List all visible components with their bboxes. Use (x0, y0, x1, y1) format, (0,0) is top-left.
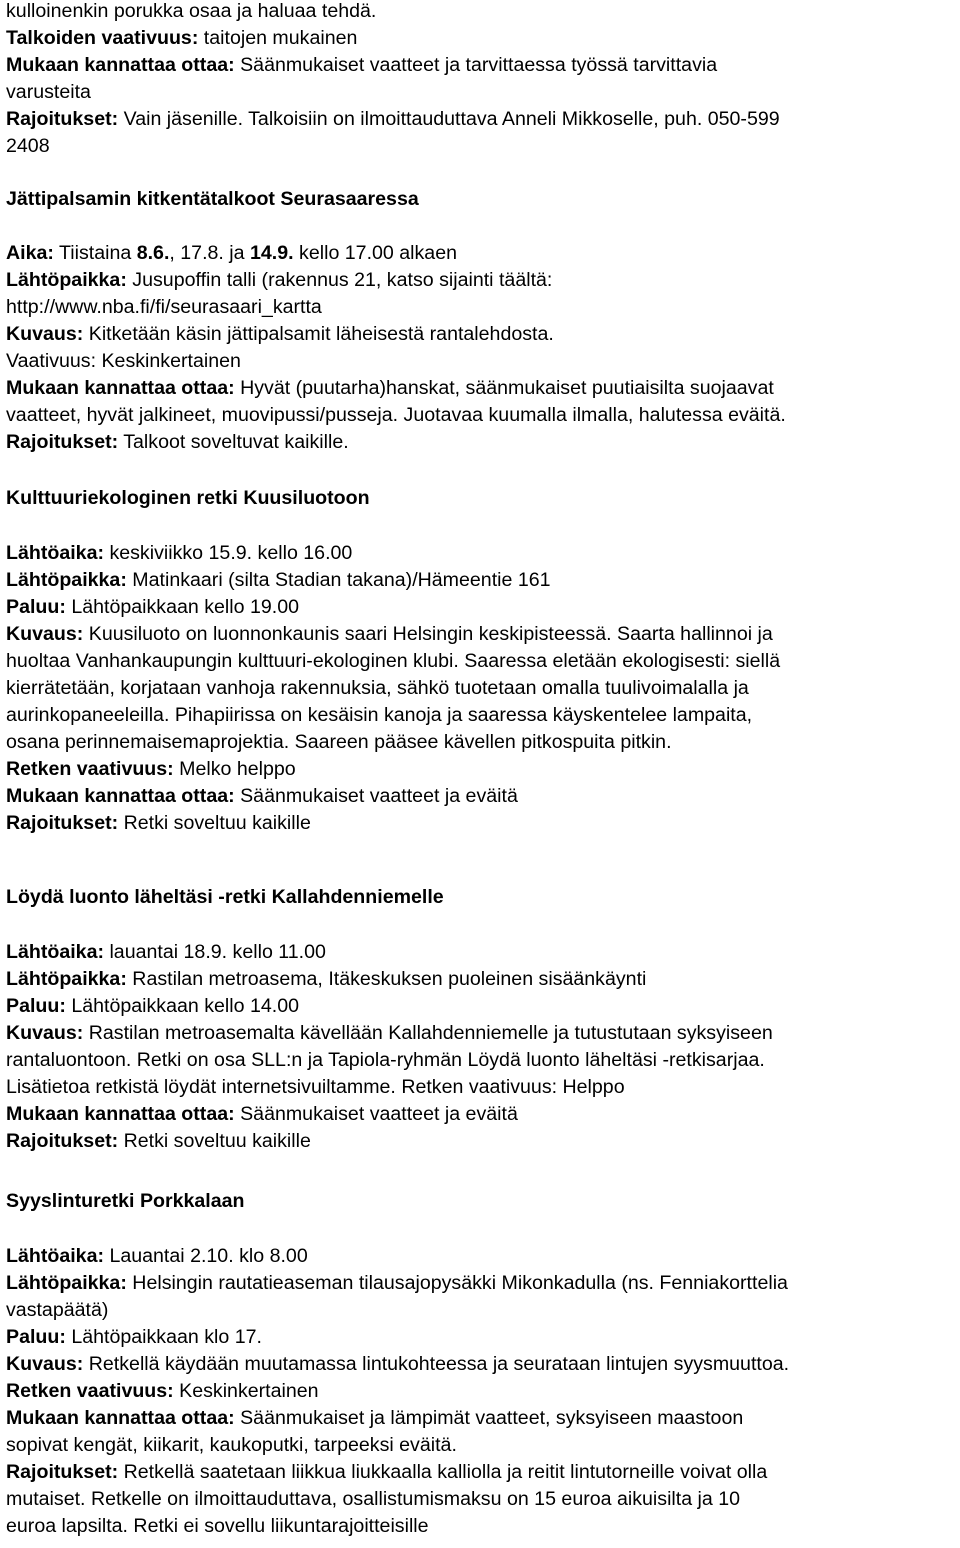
field-label: Paluu: (6, 596, 66, 618)
event-kuvaus-cont: rantaluontoon. Retki on osa SLL:n ja Tapiola-ryhmän Löydä luonto läheltäsi -retkisarjaa. (6, 1049, 765, 1071)
event-rajoitukset-cont: euroa lapsilta. Retki ei sovellu liikuntarajoitteisille (6, 1515, 429, 1537)
event-kuvaus-cont: osana perinnemaisemaprojektia. Saareen pääsee kävellen pitkospuita pitkin. (6, 731, 672, 753)
event-paluu: Paluu: Lähtöpaikkaan klo 17. (6, 1326, 262, 1348)
field-label: Rajoitukset: (6, 431, 119, 453)
field-label: Lähtöaika: (6, 941, 104, 963)
event-kuvaus-cont: aurinkopaneeleilla. Pihapiirissa on kesäisin kanoja ja saaressa käyskentelee lampaita, (6, 704, 753, 726)
event-kuvaus-cont: huoltaa Vanhankaupungin kulttuuri-ekologinen klubi. Saaressa eletään ekologisesti: siellä (6, 650, 781, 672)
field-label: Lähtöaika: (6, 1245, 104, 1267)
intro-rajoitukset-cont: 2408 (6, 135, 50, 157)
event-lahtoaika: Lähtöaika: Lauantai 2.10. klo 8.00 (6, 1245, 308, 1267)
event-rajoitukset: Rajoitukset: Retki soveltuu kaikille (6, 1130, 311, 1152)
event-kuvaus-cont: Lisätietoa retkistä löydät internetsivuiltamme. Retken vaativuus: Helppo (6, 1076, 625, 1098)
event-paluu: Paluu: Lähtöpaikkaan kello 19.00 (6, 596, 300, 618)
event-kuvaus: Kuvaus: Kuusiluoto on luonnonkaunis saari Helsingin keskipisteessä. Saarta hallinnoi ja (6, 623, 773, 645)
field-label: Mukaan kannattaa ottaa: (6, 377, 235, 399)
event-lahtoaika: Lähtöaika: lauantai 18.9. kello 11.00 (6, 941, 326, 963)
event-rajoitukset: Rajoitukset: Talkoot soveltuvat kaikille. (6, 431, 349, 453)
event-mukaan: Mukaan kannattaa ottaa: Säänmukaiset ja lämpimät vaatteet, syksyiseen maastoon (6, 1407, 744, 1429)
event-title: Syyslinturetki Porkkalaan (6, 1190, 245, 1212)
event-lahtoaika: Lähtöaika: keskiviikko 15.9. kello 16.00 (6, 542, 353, 564)
event-lahtopaikka-cont: vastapäätä) (6, 1299, 109, 1321)
event-mukaan: Mukaan kannattaa ottaa: Hyvät (puutarha)hanskat, säänmukaiset puutiaisilta suojaavat (6, 377, 774, 399)
event-kuvaus: Kuvaus: Retkellä käydään muutamassa lintukohteessa ja seurataan lintujen syysmuuttoa. (6, 1353, 790, 1375)
field-label: Retken vaativuus: (6, 758, 174, 780)
event-title: Kulttuuriekologinen retki Kuusiluotoon (6, 487, 370, 509)
field-label: Mukaan kannattaa ottaa: (6, 54, 235, 76)
event-kuvaus: Kuvaus: Kitketään käsin jättipalsamit läheisestä rantalehdosta. (6, 323, 554, 345)
field-label: Talkoiden vaativuus: (6, 27, 199, 49)
event-lahtopaikka: Lähtöpaikka: Matinkaari (silta Stadian takana)/Hämeentie 161 (6, 569, 551, 591)
intro-mukaan: Mukaan kannattaa ottaa: Säänmukaiset vaatteet ja tarvittaessa työssä tarvittavia (6, 54, 718, 76)
intro-rajoitukset: Rajoitukset: Vain jäsenille. Talkoisiin on ilmoittauduttava Anneli Mikkoselle, puh. 050-599 (6, 108, 780, 130)
field-label: Mukaan kannattaa ottaa: (6, 1103, 235, 1125)
intro-vaativuus: Talkoiden vaativuus: taitojen mukainen (6, 27, 358, 49)
event-mukaan: Mukaan kannattaa ottaa: Säänmukaiset vaatteet ja eväitä (6, 785, 518, 807)
field-label: Paluu: (6, 1326, 66, 1348)
field-label: Kuvaus: (6, 623, 84, 645)
field-label: Mukaan kannattaa ottaa: (6, 785, 235, 807)
event-rajoitukset: Rajoitukset: Retkellä saatetaan liikkua liukkaalla kalliolla ja reitit lintutorneille voivat olla (6, 1461, 768, 1483)
event-rajoitukset-cont: mutaiset. Retkelle on ilmoittauduttava, osallistumismaksu on 15 euroa aikuisilta ja 10 (6, 1488, 741, 1510)
event-rajoitukset: Rajoitukset: Retki soveltuu kaikille (6, 812, 311, 834)
field-label: Rajoitukset: (6, 1130, 119, 1152)
event-title: Löydä luonto läheltäsi -retki Kallahdenniemelle (6, 886, 444, 908)
field-label: Rajoitukset: (6, 812, 119, 834)
event-lahtopaikka: Lähtöpaikka: Helsingin rautatieaseman tilausajopysäkki Mikonkadulla (ns. Fenniakorttelia (6, 1272, 788, 1294)
field-label: Kuvaus: (6, 1353, 84, 1375)
field-label: Lähtöpaikka: (6, 569, 127, 591)
event-kuvaus: Kuvaus: Rastilan metroasemalta kävellään Kallahdenniemelle ja tutustutaan syksyiseen (6, 1022, 773, 1044)
field-label: Aika: (6, 242, 54, 264)
event-mukaan-cont: sopivat kengät, kiikarit, kaukoputki, tarpeeksi eväitä. (6, 1434, 457, 1456)
event-mukaan: Mukaan kannattaa ottaa: Säänmukaiset vaatteet ja eväitä (6, 1103, 518, 1125)
event-paluu: Paluu: Lähtöpaikkaan kello 14.00 (6, 995, 300, 1017)
event-mukaan-cont: vaatteet, hyvät jalkineet, muovipussi/pusseja. Juotavaa kuumalla ilmalla, halutessa eväitä. (6, 404, 786, 426)
field-label: Kuvaus: (6, 1022, 84, 1044)
event-vaativuus: Vaativuus: Keskinkertainen (6, 350, 241, 372)
intro-text: kulloinenkin porukka osaa ja haluaa tehdä. (6, 0, 377, 22)
event-vaativuus: Retken vaativuus: Melko helppo (6, 758, 296, 780)
field-label: Retken vaativuus: (6, 1380, 174, 1402)
field-label: Lähtöpaikka: (6, 269, 127, 291)
field-label: Kuvaus: (6, 323, 84, 345)
intro-mukaan-cont: varusteita (6, 81, 91, 103)
event-lahtopaikka: Lähtöpaikka: Rastilan metroasema, Itäkeskuksen puoleinen sisäänkäynti (6, 968, 647, 990)
event-kuvaus-cont: kierrätetään, korjataan vanhoja rakennuksia, sähkö tuotetaan omalla tuulivoimalalla ja (6, 677, 749, 699)
field-label: Lähtöpaikka: (6, 968, 127, 990)
field-label: Lähtöpaikka: (6, 1272, 127, 1294)
field-label: Lähtöaika: (6, 542, 104, 564)
field-label: Rajoitukset: (6, 1461, 119, 1483)
field-label: Mukaan kannattaa ottaa: (6, 1407, 235, 1429)
event-lahtopaikka: Lähtöpaikka: Jusupoffin talli (rakennus 21, katso sijainti täältä: (6, 269, 553, 291)
event-vaativuus: Retken vaativuus: Keskinkertainen (6, 1380, 319, 1402)
field-label: Rajoitukset: (6, 108, 119, 130)
map-link[interactable]: http://www.nba.fi/fi/seurasaari_kartta (6, 296, 322, 318)
field-label: Paluu: (6, 995, 66, 1017)
event-aika: Aika: Tiistaina 8.6., 17.8. ja 14.9. kello 17.00 alkaen (6, 242, 457, 264)
event-title: Jättipalsamin kitkentätalkoot Seurasaaressa (6, 188, 419, 210)
